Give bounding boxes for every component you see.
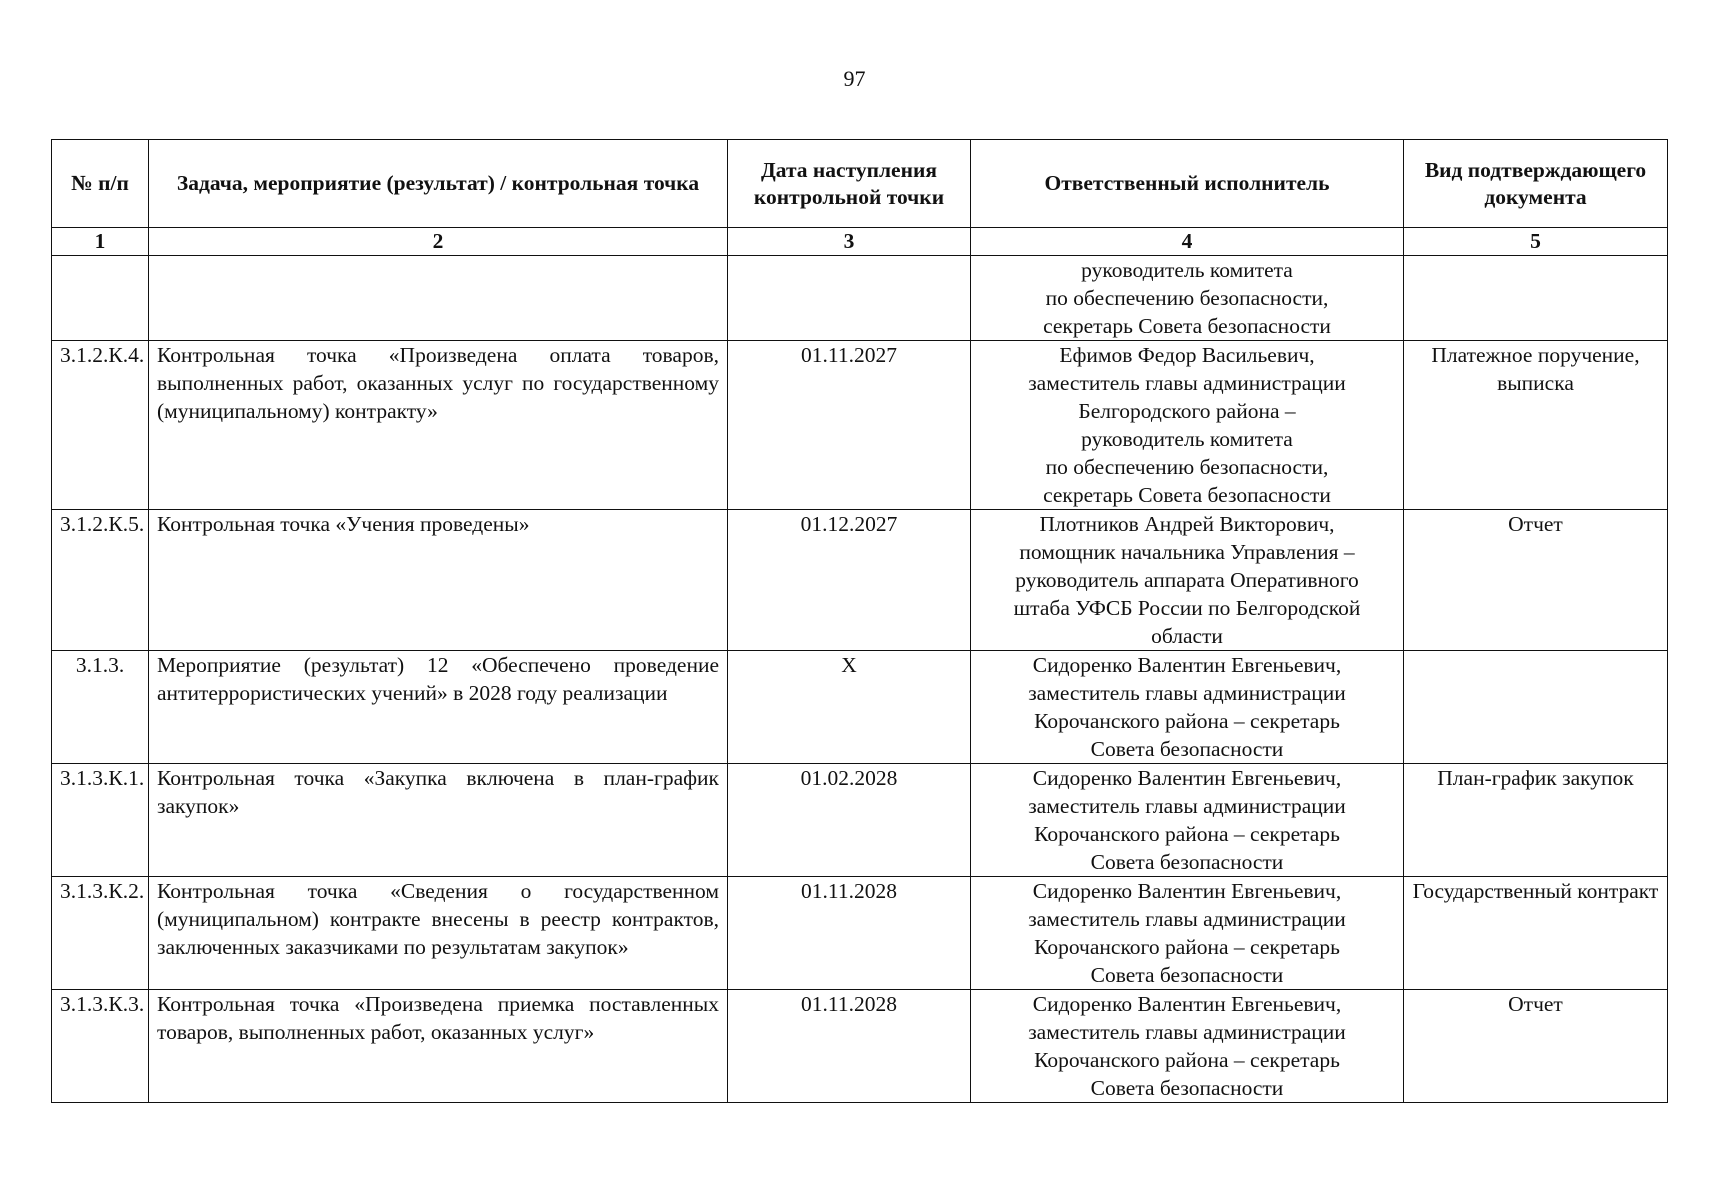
- table-row: [52, 510, 1668, 651]
- responsible-line: области: [1151, 624, 1223, 648]
- responsible-line: Совета безопасности: [1090, 737, 1284, 761]
- task-description: Контрольная точка «Произведена приемка поставленных товаров, выполненных работ, оказанных услуг»: [149, 990, 728, 1103]
- responsible-line: Сидоренко Валентин Евгеньевич,: [1032, 653, 1342, 677]
- responsible-line: Сидоренко Валентин Евгеньевич,: [1032, 992, 1342, 1016]
- control-date: X: [728, 651, 971, 764]
- row-number: 3.1.3.К.3.: [52, 990, 149, 1103]
- task-description: Мероприятие (результат) 12 «Обеспечено проведение антитеррористических учений» в 2028 году реализации: [149, 651, 728, 764]
- column-number: 2: [149, 228, 728, 256]
- column-number: 3: [728, 228, 971, 256]
- task-description: Контрольная точка «Закупка включена в план-график закупок»: [149, 764, 728, 877]
- row-number: 3.1.3.К.1.: [52, 764, 149, 877]
- column-number-row: [52, 228, 1668, 256]
- table-row: [52, 651, 1668, 764]
- confirming-document: [1404, 256, 1668, 341]
- table-row: [52, 877, 1668, 990]
- responsible-line: заместитель главы администрации: [1028, 794, 1346, 818]
- responsible-line: заместитель главы администрации: [1028, 371, 1346, 395]
- column-number: 4: [971, 228, 1404, 256]
- responsible-executor: [971, 764, 1404, 877]
- responsible-line: руководитель комитета: [1081, 258, 1293, 282]
- responsible-line: руководитель комитета: [1081, 427, 1293, 451]
- responsible-executor: [971, 256, 1404, 341]
- table-header-row: [52, 140, 1668, 228]
- responsible-executor: [971, 877, 1404, 990]
- responsible-line: руководитель аппарата Оперативного: [1015, 568, 1359, 592]
- header-task: Задача, мероприятие (результат) / контрольная точка: [149, 140, 728, 228]
- confirming-document: Отчет: [1404, 990, 1668, 1103]
- control-date: 01.11.2028: [728, 877, 971, 990]
- table-row: [52, 341, 1668, 510]
- confirming-document: Государственный контракт: [1404, 877, 1668, 990]
- responsible-executor: [971, 651, 1404, 764]
- confirming-document: Отчет: [1404, 510, 1668, 651]
- task-description: Контрольная точка «Произведена оплата товаров, выполненных работ, оказанных услуг по государственному (муниципальному) контракту»: [149, 341, 728, 510]
- column-number: 5: [1404, 228, 1668, 256]
- responsible-line: Совета безопасности: [1090, 1076, 1284, 1100]
- responsible-line: по обеспечению безопасности,: [1045, 286, 1329, 310]
- responsible-line: Совета безопасности: [1090, 850, 1284, 874]
- responsible-line: штаба УФСБ России по Белгородской: [1013, 596, 1361, 620]
- confirming-document: [1404, 651, 1668, 764]
- header-document-type: Вид подтверждающего документа: [1404, 140, 1668, 228]
- table-row: [52, 990, 1668, 1103]
- confirming-document: Платежное поручение, выписка: [1404, 341, 1668, 510]
- responsible-line: Ефимов Федор Васильевич,: [1059, 343, 1315, 367]
- responsible-line: Корочанского района – секретарь: [1034, 935, 1340, 959]
- header-number: № п/п: [52, 140, 149, 228]
- control-date: 01.11.2027: [728, 341, 971, 510]
- row-number: 3.1.2.К.5.: [52, 510, 149, 651]
- responsible-line: Сидоренко Валентин Евгеньевич,: [1032, 879, 1342, 903]
- control-date: 01.11.2028: [728, 990, 971, 1103]
- responsible-line: помощник начальника Управления –: [1019, 540, 1355, 564]
- confirming-document: План-график закупок: [1404, 764, 1668, 877]
- control-points-table: [51, 139, 1668, 1103]
- row-number: [52, 256, 149, 341]
- responsible-line: Корочанского района – секретарь: [1034, 1048, 1340, 1072]
- responsible-line: заместитель главы администрации: [1028, 1020, 1346, 1044]
- column-number: 1: [52, 228, 149, 256]
- page-number: 97: [843, 66, 866, 91]
- responsible-line: Корочанского района – секретарь: [1034, 822, 1340, 846]
- responsible-line: секретарь Совета безопасности: [1043, 314, 1331, 338]
- responsible-line: секретарь Совета безопасности: [1043, 483, 1331, 507]
- table-row: [52, 256, 1668, 341]
- responsible-executor: [971, 510, 1404, 651]
- table-row: [52, 764, 1668, 877]
- table-body: [52, 256, 1668, 1103]
- responsible-executor: [971, 990, 1404, 1103]
- control-date: 01.02.2028: [728, 764, 971, 877]
- control-date: 01.12.2027: [728, 510, 971, 651]
- task-description: Контрольная точка «Учения проведены»: [149, 510, 728, 651]
- responsible-line: Корочанского района – секретарь: [1034, 709, 1340, 733]
- row-number: 3.1.3.К.2.: [52, 877, 149, 990]
- responsible-executor: [971, 341, 1404, 510]
- responsible-line: Плотников Андрей Викторович,: [1039, 512, 1335, 536]
- task-description: Контрольная точка «Сведения о государственном (муниципальном) контракте внесены в реестр контрактов, заключенных заказчиками по результатам закупок»: [149, 877, 728, 990]
- responsible-line: Совета безопасности: [1090, 963, 1284, 987]
- row-number: 3.1.3.: [52, 651, 149, 764]
- task-description: [149, 256, 728, 341]
- responsible-line: заместитель главы администрации: [1028, 907, 1346, 931]
- responsible-line: Сидоренко Валентин Евгеньевич,: [1032, 766, 1342, 790]
- responsible-line: заместитель главы администрации: [1028, 681, 1346, 705]
- responsible-line: Белгородского района –: [1078, 399, 1296, 423]
- responsible-line: по обеспечению безопасности,: [1045, 455, 1329, 479]
- control-date: [728, 256, 971, 341]
- row-number: 3.1.2.К.4.: [52, 341, 149, 510]
- header-responsible: Ответственный исполнитель: [971, 140, 1404, 228]
- header-date: Дата наступления контрольной точки: [728, 140, 971, 228]
